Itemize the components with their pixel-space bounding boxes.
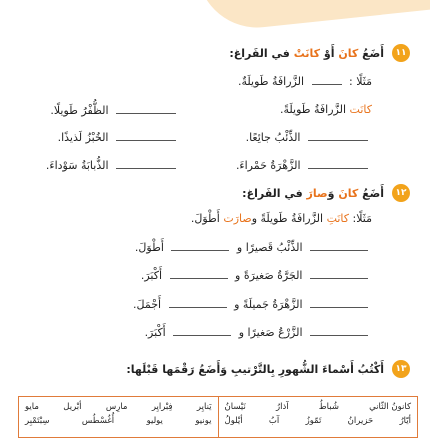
ex12-row: الذِّئْبُ قَصيرًا و أَطْوَلَ.	[135, 240, 372, 254]
exercise-number-badge: ١٣	[392, 360, 410, 378]
ex11-item: الذُّبابَةُ سَوْداءَ.	[46, 158, 180, 172]
months-cell-gregorian: يَنايِر فِبْرايِر مارِس أبْريل مايو يونيو يوليو أُغُسْطُس سِبْتَمْبِر	[19, 397, 219, 437]
ex11-item: الظُّفْرُ طَويلًا.	[50, 103, 180, 117]
months-cell-levant: كانونُ الثّاني شُباطُ آذارُ نَيْسانُ أيّارُ حَزيرانُ تَمّوزُ آبُ أيْلولُ	[224, 402, 411, 426]
ex12-row: الجَرَّةُ صَغيرَةً و أَكْبَرَ.	[141, 268, 372, 282]
ex12-row: الزَّرْعُ صَغيرًا و أَكْبَرَ.	[145, 325, 372, 339]
exercise-12-header	[16, 184, 410, 202]
exercise-title: أَكْتُبُ أَسْماءَ الشُّهورِ بِالتَّرْتيبِ وَأَضَعُ رَقْمَها قَبْلَها:	[126, 362, 384, 376]
ex11-item: الخُبْزُ لَذيذًا.	[58, 130, 180, 144]
exercise-11-header	[16, 44, 410, 62]
exercise-title: أَضَعُ كانَ وَصارَ في الفَراغ:	[242, 186, 384, 200]
blank-line	[312, 74, 342, 85]
ex11-item: الزَّهْرَةُ حَمْراءَ.	[236, 158, 372, 172]
exercise-number-badge: ١١	[392, 44, 410, 62]
ex12-row: الزَّهْرَةُ جَميلَةً و أَجْمَلَ.	[133, 297, 372, 311]
ex11-item: الذِّئْبُ جائِعًا.	[246, 130, 372, 144]
example-line: مَثَلًا : الزَّرافَةُ طَويلَةٌ.	[237, 75, 372, 88]
example-answer: كانَت الزَّرافَةُ طَويلَةً.	[280, 103, 372, 116]
months-table	[18, 396, 418, 438]
exercise-13-header	[16, 360, 410, 378]
exercise-title: أَضَعُ كانَ أَوْ كانَتْ في الفَراغ:	[229, 46, 384, 60]
exercise-number-badge: ١٢	[392, 184, 410, 202]
example-line: مَثَلًا: كانَتِ الزَّرافَةُ طَويلَةً وصارَت أَطْوَلَ.	[190, 212, 372, 225]
